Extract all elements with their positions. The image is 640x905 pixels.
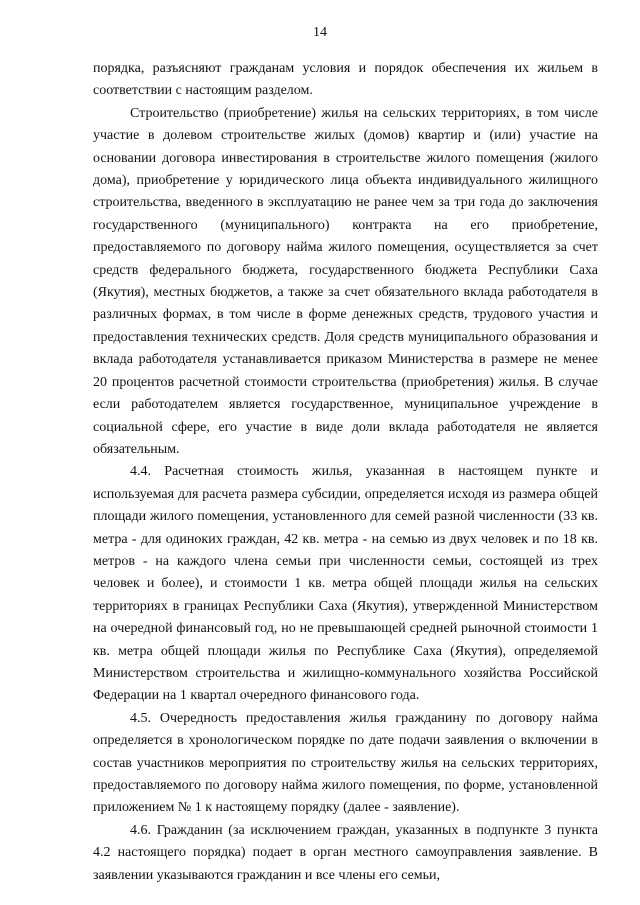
paragraph-4-5: 4.5. Очередность предоставления жилья гражданину по договору найма определяется в хронологическом порядке по дате подачи заявления о включении в состав участников мероприятия по строительству жилья на сельских территориях, предоставляемого по договору найма жилого помещения, по форме, установленной приложением № 1 к настоящему порядку (далее - заявление).	[93, 710, 598, 816]
document-body	[93, 58, 598, 887]
page-number: 14	[313, 25, 327, 40]
paragraph-continuation: порядка, разъясняют гражданам условия и порядок обеспечения их жильем в соответствии с настоящим разделом.	[93, 61, 598, 99]
paragraph-4-4: 4.4. Расчетная стоимость жилья, указанная в настоящем пункте и используемая для расчета размера субсидии, определяется исходя из размера общей площади жилого помещения, установленного для семей разной численности (33 кв. метра - для одиноких граждан, 42 кв. метра - на семью из двух человек и по 18 кв. метров - на каждого члена семьи при численности семьи, состоящей из трех человек и более), и стоимости 1 кв. метра общей площади жилья на сельских территориях в границах Республики Саха (Якутия), утвержденной Министерством на очередной финансовый год, но не превышающей средней рыночной стоимости 1 кв. метра общей площади жилья по Республике Саха (Якутия), определяемой Министерством строительства и жилищно-коммунального хозяйства Российской Федерации на 1 квартал очередного финансового года.	[93, 464, 598, 704]
paragraph-4-6: 4.6. Гражданин (за исключением граждан, указанных в подпункте 3 пункта 4.2 настоящего порядка) подает в орган местного самоуправления заявление. В заявлении указываются гражданин и все члены его семьи,	[93, 822, 598, 883]
paragraph-construction-funding: Строительство (приобретение) жилья на сельских территориях, в том числе участие в долевом строительстве жилых (домов) квартир и (или) участие на основании договора инвестирования в строительстве жилого помещения (жилого дома), приобретение у юридического лица объекта индивидуального жилищного строительства, введенного в эксплуатацию не ранее чем за три года до заключения государственного (муниципального) контракта на его приобретение, предоставляемого по договору найма жилого помещения, осуществляется за счет средств федерального бюджета, государственного бюджета Республики Саха (Якутия), местных бюджетов, а также за счет обязательного вклада работодателя в различных формах, в том числе в форме денежных средств, трудового участия и предоставления технических средств. Доля средств муниципального образования и вклада работодателя устанавливается приказом Министерства в размере не менее 20 процентов расчетной стоимости строительства (приобретения) жилья. В случае если работодателем является государственное, муниципальное учреждение в социальной сфере, его участие в виде доли вклада работодателя не является обязательным.	[93, 105, 598, 457]
